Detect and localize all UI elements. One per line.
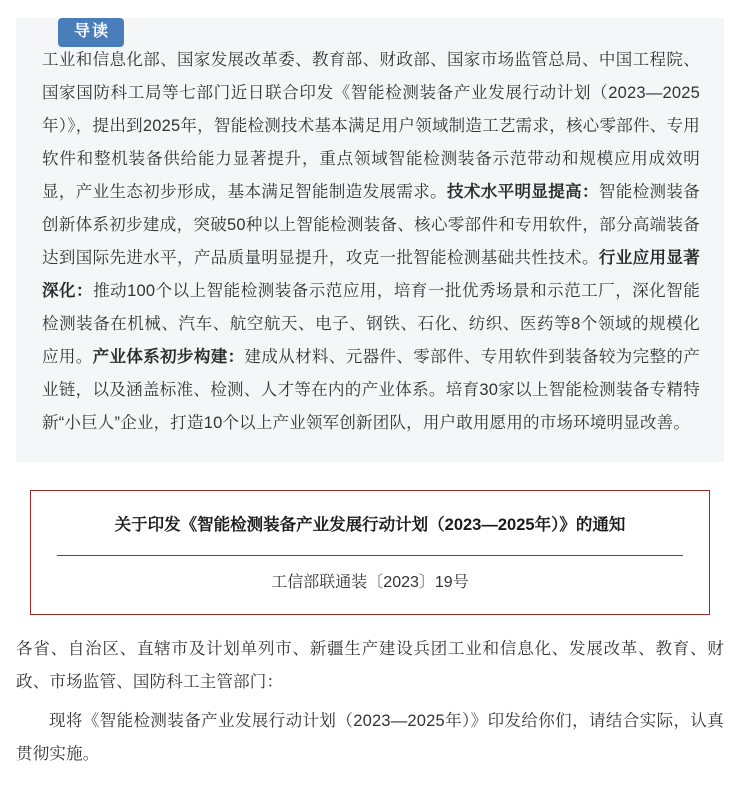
lead-text-run: 推动100个以上智能检测装备示范应用，培育一批优秀场景和示范工厂，深化智能检测装备在机械、汽车、航空航天、电子、钢铁、石化、纺织、医药等8个领域的规模化应用。 <box>42 282 700 366</box>
notice-document-number: 工信部联通装〔2023〕19号 <box>271 574 469 592</box>
lead-badge: 导读 <box>58 18 124 47</box>
lead-box <box>16 18 724 462</box>
notice-title-box <box>30 490 710 615</box>
lead-paragraph <box>42 44 700 440</box>
lead-text-run: 工业和信息化部、国家发展改革委、教育部、财政部、国家市场监管总局、中国工程院、国家国防科工局等七部门近日联合印发《智能检测装备产业发展行动计划（2023—2025年）》，提出到2025年，智能检测技术基本满足用户领域制造工艺需求，核心零部件、专用软件和整机装备供给能力显著提升，重点领域智能检测装备示范带动和规模应用成效明显，产业生态初步形成，基本满足智能制造发展需求。 <box>42 51 700 201</box>
lead-text-run: 建成从材料、元器件、零部件、专用软件到装备较为完整的产业链，以及涵盖标准、检测、人才等在内的产业体系。培育30家以上智能检测装备专精特新“小巨人”企业，打造10个以上产业领军创新团队，用户敢用愿用的市场环境明显改善。 <box>42 348 700 432</box>
lead-heading-run: 产业体系初步构建： <box>92 348 245 366</box>
lead-heading-run: 技术水平明显提高： <box>447 183 599 201</box>
lead-section <box>16 18 724 462</box>
document-page <box>0 18 740 801</box>
lead-heading-run: 行业应用显著深化： <box>42 249 701 300</box>
lead-text-run: 智能检测装备创新体系初步建成，突破50种以上智能检测装备、核心零部件和专用软件，部分高端装备达到国际先进水平，产品质量明显提升，攻克一批智能检测基础共性技术。 <box>42 183 700 267</box>
body-paragraph-recipients: 各省、自治区、直辖市及计划单列市、新疆生产建设兵团工业和信息化、发展改革、教育、财政、市场监管、国防科工主管部门： <box>16 639 724 691</box>
body-paragraph-main: 现将《智能检测装备产业发展行动计划（2023—2025年）》印发给你们，请结合实际，认真贯彻实施。 <box>16 711 724 763</box>
notice-divider <box>57 555 683 556</box>
notice-title: 关于印发《智能检测装备产业发展行动计划（2023—2025年）》的通知 <box>114 516 626 534</box>
notice-body <box>16 633 724 771</box>
